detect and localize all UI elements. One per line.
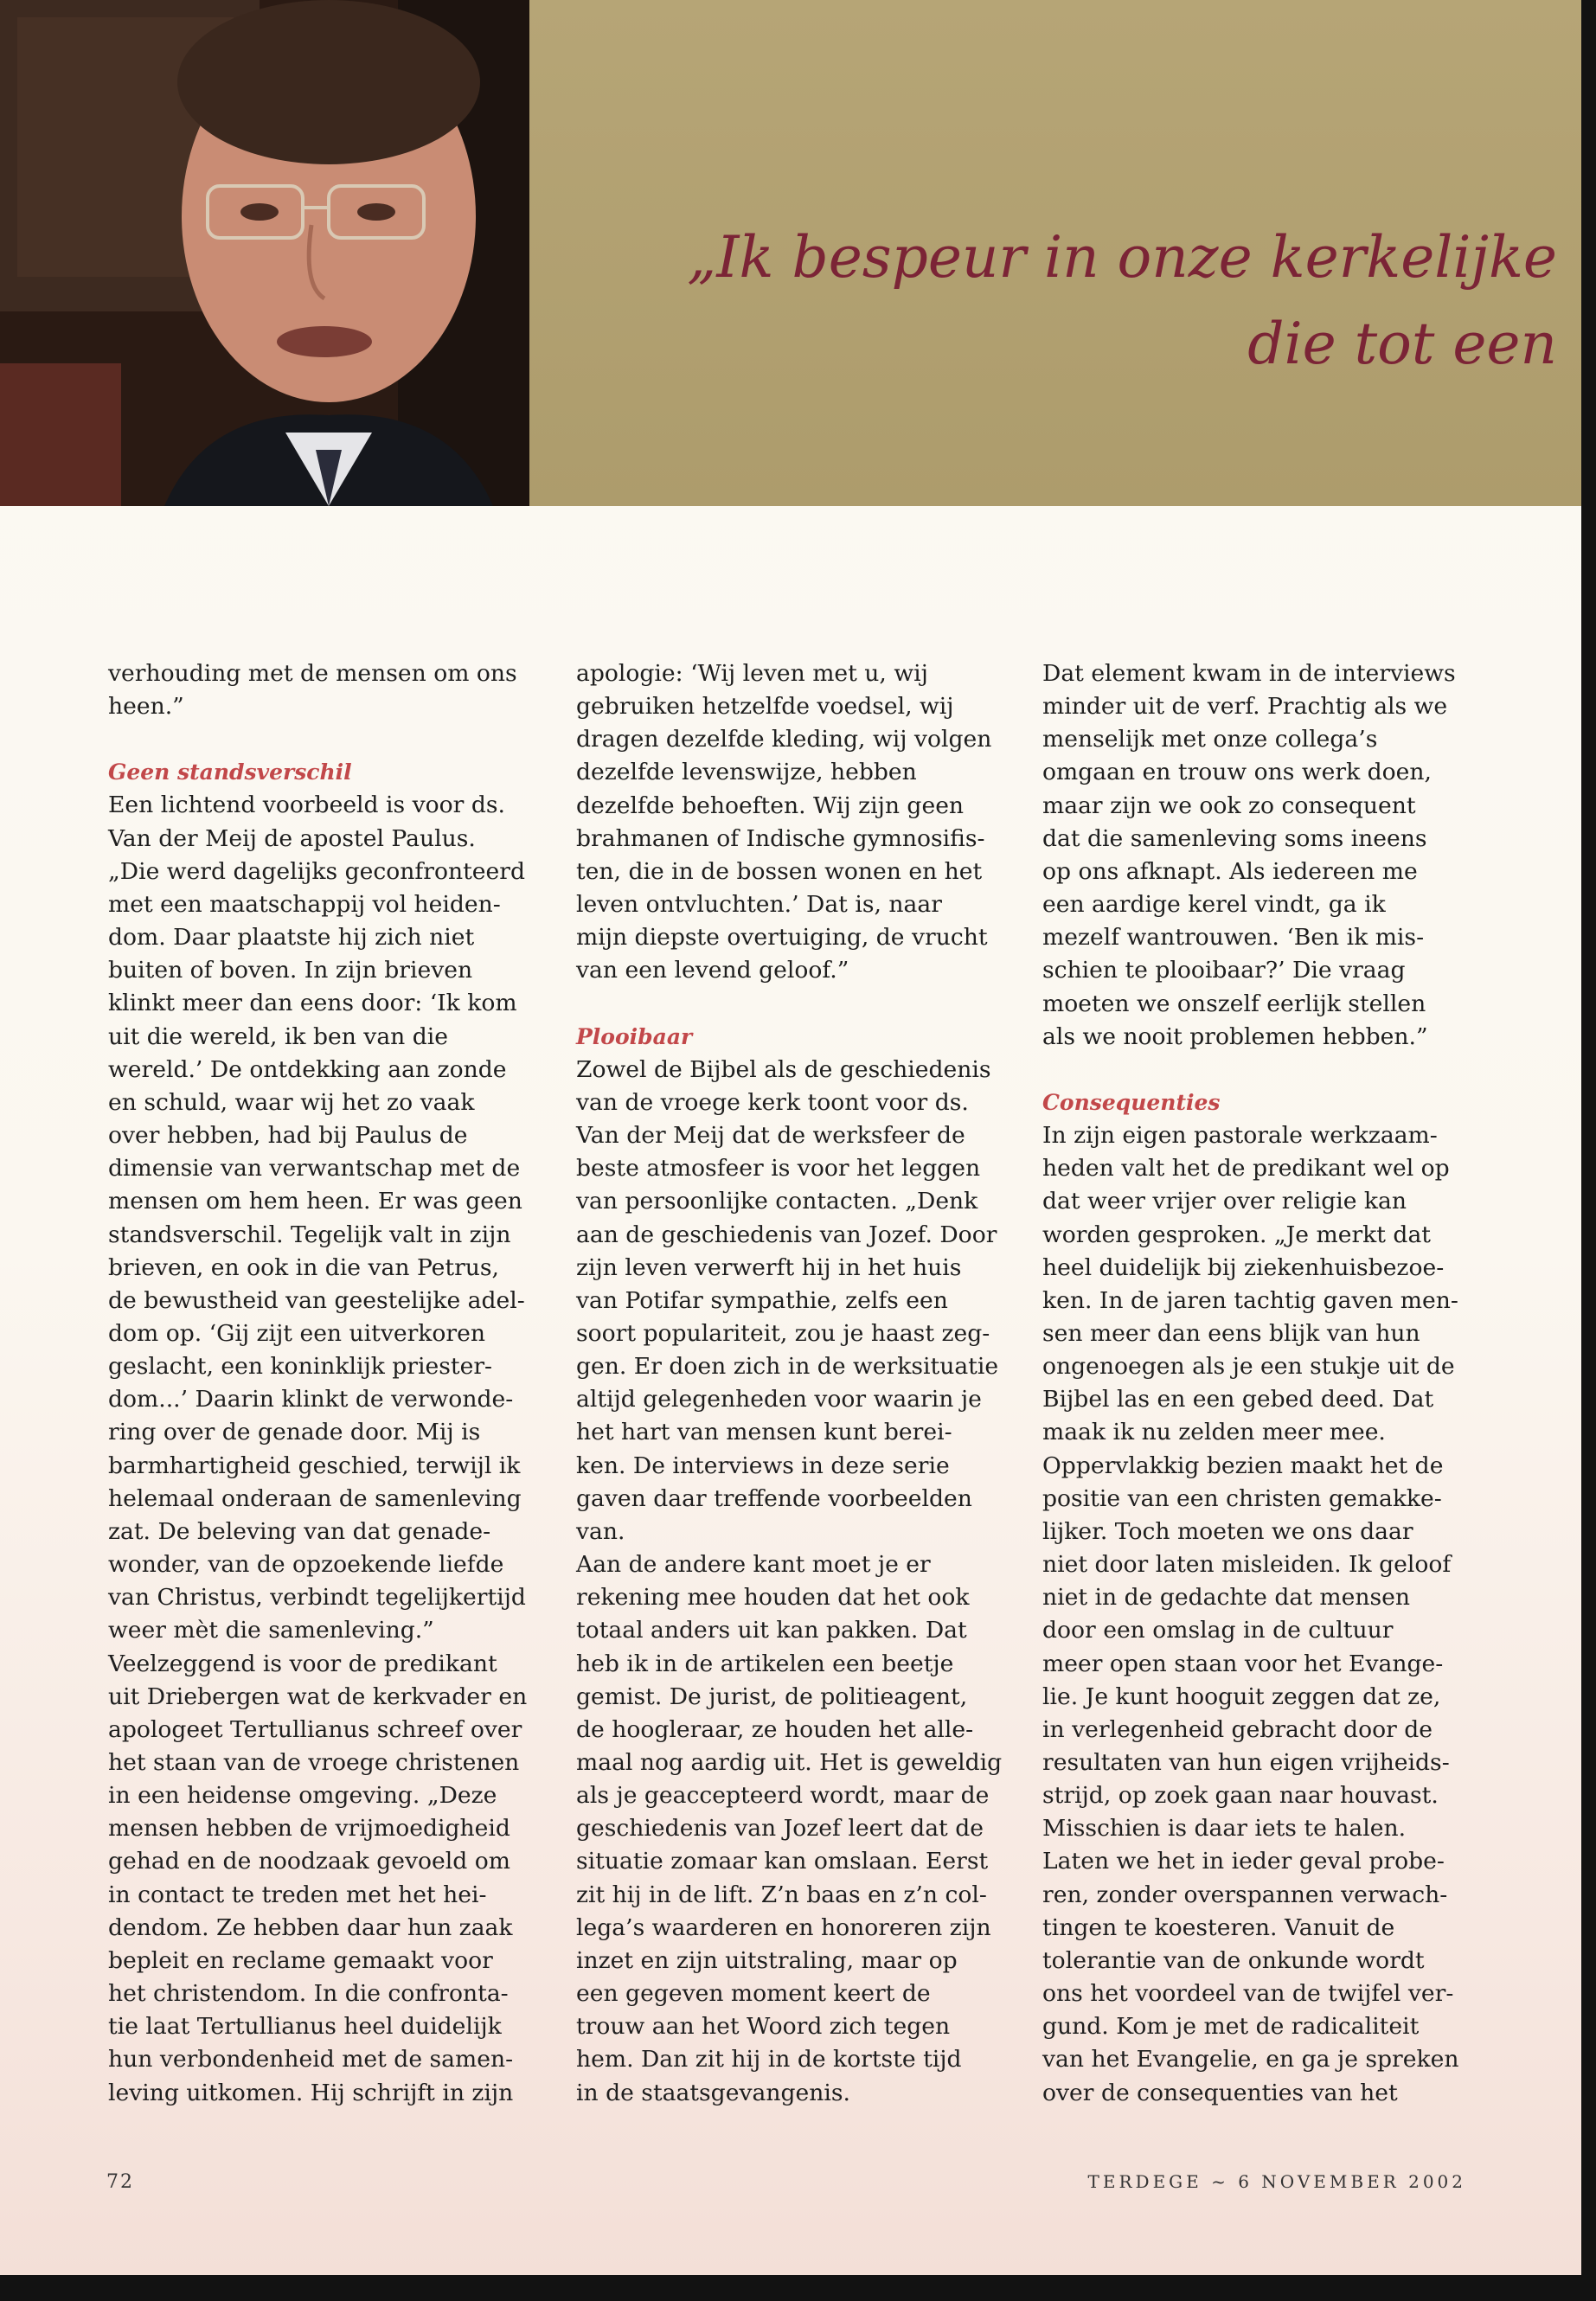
body-line: een aardige kerel vindt, ga ik [1042,891,1386,919]
body-line: Dat element kwam in de interviews [1042,660,1456,687]
scan-edge-bottom [0,2275,1596,2301]
body-line: barmhartigheid geschied, terwijl ik [108,1452,521,1479]
body-line: klinkt meer dan eens door: ‘Ik kom [108,990,517,1017]
body-line: zit hij in de lift. Z’n baas en z’n col- [576,1881,987,1908]
body-line: mensen hebben de vrijmoedigheid [108,1815,510,1843]
body-line: dendom. Ze hebben daar hun zaak [108,1913,513,1941]
body-line: Een lichtend voorbeeld is voor ds. [108,792,505,819]
body-line: Bijbel las en een gebed deed. Dat [1042,1386,1434,1413]
body-line: ren, zonder overspannen verwach- [1042,1881,1448,1908]
body-line: aan de geschiedenis van Jozef. Door [576,1221,997,1248]
body-line: met een maatschappij vol heiden- [108,890,501,918]
body-line: zat. De beleving van dat genade- [108,1517,491,1545]
body-line: niet in de gedachte dat mensen [1042,1584,1410,1612]
body-line: gen. Er doen zich in de werksituatie [576,1353,999,1381]
body-line: trouw aan het Woord zich tegen [576,2013,951,2041]
body-line: gaven daar treffende voorbeelden [576,1484,972,1512]
text-column-2 [576,657,1017,2110]
body-line: gund. Kom je met de radicaliteit [1042,2013,1420,2041]
body-line: van persoonlijke contacten. „Denk [576,1188,978,1215]
body-line: beste atmosfeer is voor het leggen [576,1155,981,1183]
body-line: dom op. ‘Gij zijt een uitverkoren [108,1319,486,1347]
body-line: minder uit de verf. Prachtig als we [1042,693,1448,721]
body-line: soort populariteit, zou je haast zeg- [576,1319,990,1347]
body-line: dom...’ Daarin klinkt de verwonde- [108,1386,514,1413]
body-line: wonder, van de opzoekende liefde [108,1551,504,1579]
body-line: moeten we onszelf eerlijk stellen [1042,990,1426,1017]
body-line: in contact te treden met het hei- [108,1881,487,1908]
text-column-1 [108,657,549,2110]
section-heading: Geen standsverschil [108,760,352,785]
body-line: leven ontvluchten.’ Dat is, naar [576,891,942,919]
body-line: het staan van de vroege christenen [108,1749,520,1776]
portrait-illustration [0,0,529,506]
body-line: door een omslag in de cultuur [1042,1617,1394,1644]
body-line: geschiedenis van Jozef leert dat de [576,1815,984,1843]
body-line: gemist. De jurist, de politieagent, [576,1682,968,1710]
body-line: lie. Je kunt hooguit zeggen dat ze, [1042,1682,1441,1710]
body-line: maar zijn we ook zo consequent [1042,792,1416,819]
body-line: de bewustheid van geestelijke adel- [108,1286,525,1314]
body-line: heen.” [108,693,184,721]
body-line: niet door laten misleiden. Ik geloof [1042,1551,1452,1579]
body-line: ring over de genade door. Mij is [108,1419,481,1446]
body-line: over de consequenties van het [1042,2079,1398,2106]
body-line: sen meer dan eens blijk van hun [1042,1319,1420,1347]
body-line: ons het voordeel van de twijfel ver- [1042,1980,1454,2008]
body-line: verhouding met de mensen om ons [108,660,517,687]
body-line: positie van een christen gemakke- [1042,1484,1442,1512]
body-line: in verlegenheid gebracht door de [1042,1715,1433,1743]
body-line: brahmanen of Indische gymnosifis- [576,824,985,852]
body-line: schien te plooibaar?’ Die vraag [1042,957,1406,984]
body-line: Van der Meij de apostel Paulus. [108,824,476,852]
body-line: totaal anders uit kan pakken. Dat [576,1617,967,1644]
body-line: maak ik nu zelden meer mee. [1042,1419,1386,1446]
body-line: op ons afknapt. Als iedereen me [1042,857,1418,885]
section-heading: Plooibaar [576,1023,693,1049]
pull-quote-line-2: die tot een [1247,311,1557,377]
pull-quote-line-1: „Ik bespeur in onze kerkelijke [687,224,1557,291]
body-line: dat weer vrijer over religie kan [1042,1188,1407,1215]
body-line: Zowel de Bijbel als de geschiedenis [576,1055,991,1083]
body-line: In zijn eigen pastorale werkzaam- [1042,1122,1438,1150]
body-line: tingen te koesteren. Vanuit de [1042,1913,1395,1941]
pull-quote [562,215,1557,388]
body-line: leving uitkomen. Hij schrijft in zijn [108,2079,514,2106]
body-line: een gegeven moment keert de [576,1980,931,2008]
body-line: resultaten van hun eigen vrijheids- [1042,1749,1450,1776]
page-number: 72 [106,2171,134,2193]
body-line: tie laat Tertullianus heel duidelijk [108,2013,502,2041]
body-line: inzet en zijn uitstraling, maar op [576,1946,958,1974]
body-line: Oppervlakkig bezien maakt het de [1042,1452,1444,1479]
body-line: Aan de andere kant moet je er [576,1551,931,1579]
body-line: „Die werd dagelijks geconfronteerd [108,857,525,885]
body-line: als we nooit problemen hebben.” [1042,1022,1428,1050]
body-line: ten, die in de bossen wonen en het [576,857,983,885]
body-line: omgaan en trouw ons werk doen, [1042,759,1432,786]
scan-edge-right [1581,0,1596,2301]
body-line: geslacht, een koninklijk priester- [108,1353,493,1381]
body-line: de hoogleraar, ze houden het alle- [576,1715,974,1743]
text-column-3 [1042,657,1484,2110]
body-line: dimensie van verwantschap met de [108,1155,521,1183]
body-line: standsverschil. Tegelijk valt in zijn [108,1221,511,1248]
body-line: ongenoegen als je een stukje uit de [1042,1353,1455,1381]
body-line: weer mèt die samenleving.” [108,1617,434,1644]
body-line: heb ik in de artikelen een beetje [576,1650,954,1677]
body-line: zijn leven verwerft hij in het huis [576,1253,962,1281]
body-line: maal nog aardig uit. Het is geweldig [576,1749,1003,1776]
body-line: gebruiken hetzelfde voedsel, wij [576,693,954,721]
body-line: Misschien is daar iets te halen. [1042,1815,1407,1843]
body-line: Veelzeggend is voor de predikant [108,1650,497,1677]
body-line: in de staatsgevangenis. [576,2079,850,2106]
running-footer: TERDEGE ~ 6 NOVEMBER 2002 [1087,2171,1466,2192]
body-line: strijd, op zoek gaan naar houvast. [1042,1782,1439,1810]
body-line: heel duidelijk bij ziekenhuisbezoe- [1042,1253,1445,1281]
body-line: hem. Dan zit hij in de kortste tijd [576,2046,962,2073]
body-line: worden gesproken. „Je merkt dat [1042,1221,1431,1248]
body-line: meer open staan voor het Evange- [1042,1650,1444,1677]
section-heading: Consequenties [1042,1089,1221,1115]
portrait-photo [0,0,529,506]
body-line: apologie: ‘Wij leven met u, wij [576,660,928,687]
body-line: in een heidense omgeving. „Deze [108,1782,497,1810]
body-line: van. [576,1517,625,1545]
body-line: van Potifar sympathie, zelfs een [576,1286,948,1314]
body-line: uit die wereld, ik ben van die [108,1022,449,1050]
body-line: situatie zomaar kan omslaan. Eerst [576,1848,989,1875]
body-line: wereld.’ De ontdekking aan zonde [108,1055,507,1083]
body-line: mezelf wantrouwen. ‘Ben ik mis- [1042,924,1425,952]
body-line: rekening mee houden dat het ook [576,1584,970,1612]
body-line: dat die samenleving soms ineens [1042,824,1427,852]
body-line: het hart van mensen kunt berei- [576,1419,952,1446]
body-line: ken. In de jaren tachtig gaven men- [1042,1286,1458,1314]
body-line: tolerantie van de onkunde wordt [1042,1946,1425,1974]
body-line: Van der Meij dat de werksfeer de [576,1122,965,1150]
body-line: van de vroege kerk toont voor ds. [576,1088,969,1116]
body-line: hun verbondenheid met de samen- [108,2046,514,2073]
body-line: lijker. Toch moeten we ons daar [1042,1517,1413,1545]
body-line: mijn diepste overtuiging, de vrucht [576,924,988,952]
body-line: van een levend geloof.” [576,957,849,984]
body-line: uit Driebergen wat de kerkvader en [108,1682,528,1710]
body-line: over hebben, had bij Paulus de [108,1122,468,1150]
body-line: dom. Daar plaatste hij zich niet [108,924,475,952]
body-line: menselijk met onze collega’s [1042,726,1378,753]
body-line: buiten of boven. In zijn brieven [108,957,473,984]
body-line: als je geaccepteerd wordt, maar de [576,1782,990,1810]
body-line: heden valt het de predikant wel op [1042,1155,1450,1183]
body-line: brieven, en ook in die van Petrus, [108,1253,500,1281]
body-line: het christendom. In die confronta- [108,1980,509,2008]
body-line: dezelfde behoeften. Wij zijn geen [576,792,965,819]
body-line: ken. De interviews in deze serie [576,1452,950,1479]
body-line: lega’s waarderen en honoreren zijn [576,1913,991,1941]
body-line: van het Evangelie, en ga je spreken [1042,2046,1459,2073]
body-line: altijd gelegenheden voor waarin je [576,1386,982,1413]
body-line: bepleit en reclame gemaakt voor [108,1946,493,1974]
body-line: mensen om hem heen. Er was geen [108,1188,522,1215]
header-band [0,0,1581,506]
body-line: Laten we het in ieder geval probe- [1042,1848,1445,1875]
body-line: van Christus, verbindt tegelijkertijd [108,1584,526,1612]
body-line: dragen dezelfde kleding, wij volgen [576,726,992,753]
body-line: en schuld, waar wij het zo vaak [108,1088,475,1116]
body-line: apologeet Tertullianus schreef over [108,1715,522,1743]
body-line: helemaal onderaan de samenleving [108,1484,522,1512]
body-line: gehad en de noodzaak gevoeld om [108,1848,510,1875]
body-line: dezelfde levenswijze, hebben [576,759,917,786]
